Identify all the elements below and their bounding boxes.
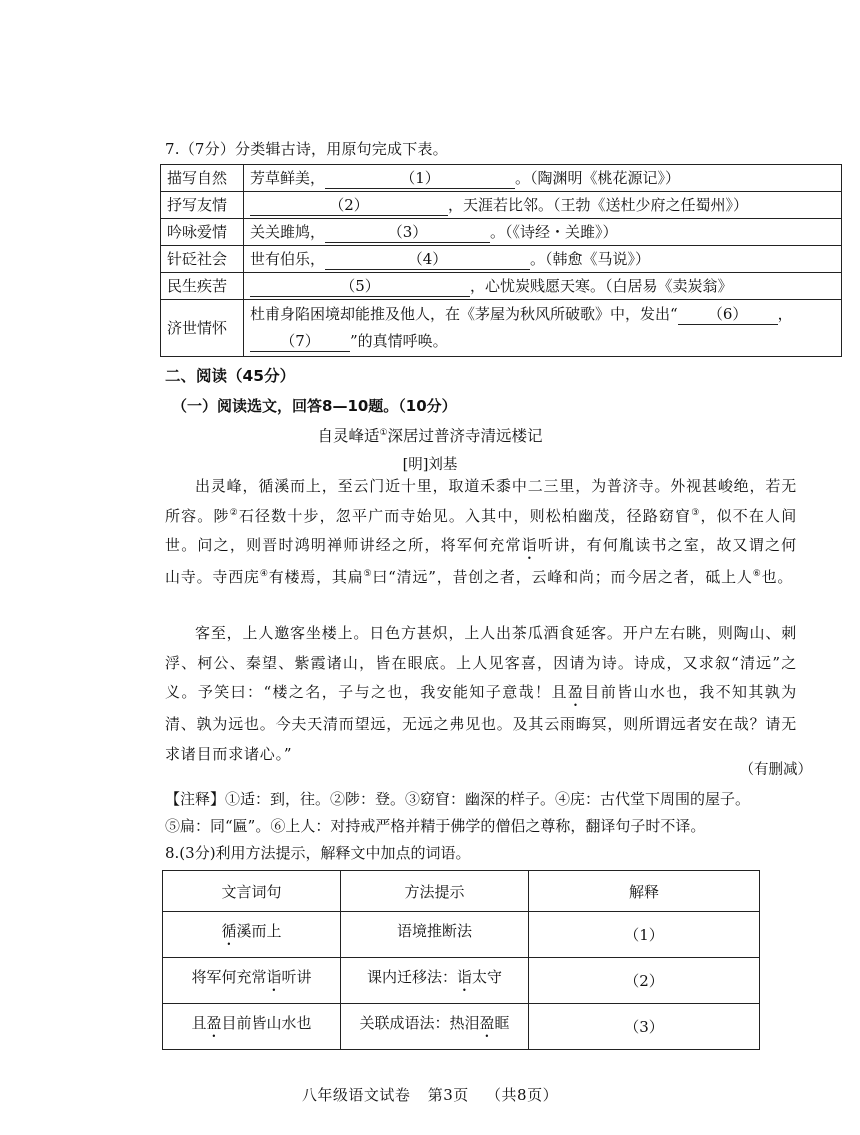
article-paragraph-1 — [165, 472, 797, 593]
line-suffix: 。（韩愈《马说》） — [530, 250, 651, 268]
dotted-word: 循 — [221, 922, 237, 940]
phrase-cell — [163, 958, 341, 1004]
category-cell: 抒写友情 — [161, 192, 244, 219]
line-suffix: ，心忧炭贱愿天寒。（白居易《卖炭翁》 — [470, 277, 733, 295]
content-cell — [244, 300, 842, 357]
subsection-title: （一）阅读选文，回答8—10题。（10分） — [172, 397, 457, 415]
table-row — [161, 192, 842, 219]
article-paragraph-2 — [165, 619, 797, 769]
answer-blank[interactable]: （5） — [250, 276, 470, 297]
question8-title: 8.(3分)利用方法提示，解释文中加点的词语。 — [165, 844, 471, 862]
line-prefix: 芳草鲜美， — [250, 169, 326, 187]
column-header: 方法提示 — [341, 871, 529, 912]
table-row — [161, 273, 842, 300]
footnote-mark: ⑥ — [752, 569, 762, 580]
text-run: 且 — [191, 1014, 207, 1032]
footnote-mark: ⑤ — [363, 569, 373, 580]
footnote-mark: ② — [229, 507, 239, 518]
category-cell: 吟咏爱情 — [161, 219, 244, 246]
text-run: 有楼焉，其扁 — [268, 568, 364, 587]
dotted-word: 盈 — [567, 683, 585, 702]
answer-blank[interactable]: （7） — [250, 331, 350, 352]
text-run: 也。 — [761, 568, 794, 587]
text-run: 目前皆山水也，我不知其孰为清、孰为远也。今夫天清而望远，无远之弗见也。及其云雨晦冥，则所谓远者安在哉？请无求诸目而求诸心。” — [165, 683, 798, 763]
answer-blank[interactable]: （3） — [325, 222, 490, 243]
table-header-row — [163, 871, 760, 912]
word-explain-table — [162, 870, 760, 1050]
line-suffix: 。（陶渊明《桃花源记》） — [515, 169, 681, 187]
article-title — [0, 424, 860, 446]
page-number: 第3页 — [427, 1086, 469, 1104]
column-header: 解释 — [529, 871, 760, 912]
text-run: 听讲，有何胤读书之室，故又谓之何山寺。寺西庑 — [165, 536, 797, 587]
table-row — [163, 958, 760, 1004]
content-cell — [244, 246, 842, 273]
title-part: 自灵峰适 — [317, 427, 380, 445]
dotted-word: 盈 — [206, 1014, 222, 1032]
table-row — [161, 300, 842, 357]
content-cell — [244, 192, 842, 219]
category-cell: 民生疾苦 — [161, 273, 244, 300]
text-run: 出灵峰，循溪而上，至云门近十里，取道禾黍中二三里，为普济寺。外视甚峻绝，若无所容。陟 — [165, 477, 797, 525]
annotation-line: ⑤扁：同“匾”。⑥上人：对持戒严格并精于佛学的僧侣之尊称，翻译句子时不译。 — [165, 817, 706, 835]
content-cell — [244, 165, 842, 192]
text-run: 石径数十步，忽平广而寺始见。入其中，则松柏幽茂，径路窈窅 — [238, 506, 692, 525]
text-run: 目前皆山水也 — [221, 1014, 312, 1032]
comma: ， — [777, 305, 793, 323]
page-total: （共8页） — [486, 1086, 559, 1104]
text-run: 语境推断法 — [396, 922, 472, 940]
text-run: 课内迁移法： — [366, 968, 457, 986]
text-run: 听讲 — [281, 968, 312, 986]
line-suffix: ，天涯若比邻。（王勃《送杜少府之任蜀州》） — [448, 196, 749, 214]
table-row — [161, 219, 842, 246]
answer-cell[interactable]: （1） — [529, 912, 760, 958]
answer-blank[interactable]: （6） — [678, 304, 778, 325]
question7-title: 7.（7分）分类辑古诗，用原句完成下表。 — [165, 140, 448, 158]
hint-cell — [341, 1004, 529, 1050]
text-run: 关联成语法：热泪 — [359, 1014, 480, 1032]
page-footer — [0, 1084, 860, 1105]
hint-cell — [341, 912, 529, 958]
footnote-mark: ③ — [691, 507, 701, 518]
phrase-cell — [163, 912, 341, 958]
category-cell: 济世情怀 — [161, 300, 244, 357]
poem-table — [160, 164, 842, 357]
text-run: 将军何充常 — [191, 968, 267, 986]
category-cell: 描写自然 — [161, 165, 244, 192]
category-cell: 针砭社会 — [161, 246, 244, 273]
text-run: 太守 — [472, 968, 503, 986]
footnote-mark: ① — [379, 427, 388, 438]
dotted-word: 诣 — [521, 536, 538, 555]
article-author: [明]刘基 — [402, 457, 458, 473]
dotted-word: 盈 — [479, 1014, 495, 1032]
dotted-word: 诣 — [456, 968, 472, 986]
title-part: 深居过普济寺清远楼记 — [387, 427, 543, 445]
line-suffix: ”的真情呼唤。 — [350, 332, 448, 350]
phrase-cell — [163, 1004, 341, 1050]
table-row — [163, 1004, 760, 1050]
dotted-word: 诣 — [266, 968, 282, 986]
content-cell — [244, 219, 842, 246]
annotation-line: 【注释】①适：到，往。②陟：登。③窈窅：幽深的样子。④庑：古代堂下周围的屋子。 — [165, 790, 751, 808]
section-title: 二、阅读（45分） — [165, 367, 296, 385]
table-row — [163, 912, 760, 958]
line-suffix: 。（《诗经・关雎》） — [490, 223, 618, 241]
answer-blank[interactable]: （4） — [325, 249, 530, 270]
exam-name: 八年级语文试卷 — [301, 1086, 411, 1104]
content-cell — [244, 273, 842, 300]
answer-blank[interactable]: （1） — [325, 168, 515, 189]
line-text: 杜甫身陷困境却能推及他人，在《茅屋为秋风所破歌》中，发出“ — [250, 305, 678, 323]
line-prefix: 关关雎鸠， — [250, 223, 326, 241]
answer-blank[interactable]: （2） — [250, 195, 448, 216]
text-run: 眶 — [494, 1014, 510, 1032]
table-row — [161, 165, 842, 192]
column-header: 文言词句 — [163, 871, 341, 912]
footnote-mark: ④ — [259, 569, 269, 580]
answer-cell[interactable]: （2） — [529, 958, 760, 1004]
text-run: 曰“清远”，昔创之者，云峰和尚；而今居之者，砥上人 — [372, 568, 753, 587]
hint-cell — [341, 958, 529, 1004]
abridged-note: （有删减） — [739, 762, 812, 778]
table-row — [161, 246, 842, 273]
text-run: ，似不在人间世。问之，则晋时鸿明禅师讲经之所，将军何充常 — [165, 506, 798, 555]
answer-cell[interactable]: （3） — [529, 1004, 760, 1050]
text-run: 溪而上 — [236, 922, 282, 940]
text-run: 客至，上人邀客坐楼上。日色方甚炽，上人出茶瓜酒食延客。开户左右眺，则陶山、刺浮、柯公、秦望、紫霞诸山，皆在眼底。上人见客喜，因请为诗。诗成，又求叙“清远”之义。予笑曰：“楼之名，子与之也，我安能知子意哉！且 — [165, 624, 797, 702]
line-prefix: 世有伯乐， — [250, 250, 326, 268]
